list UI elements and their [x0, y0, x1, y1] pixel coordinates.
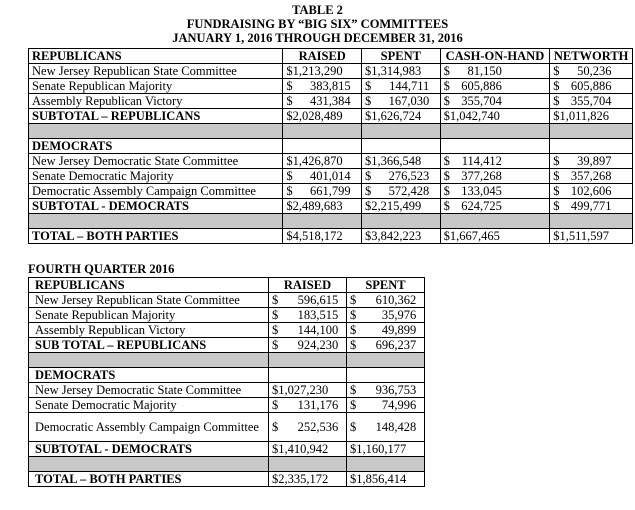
subtotal-row: SUBTOTAL - DEMOCRATS $1,410,942 $1,160,177	[29, 442, 425, 457]
total-row: TOTAL – BOTH PARTIES $2,335,172 $1,856,414	[29, 472, 425, 487]
committee-name: Assembly Republican Victory	[29, 94, 283, 109]
table-row	[29, 94, 633, 109]
subtotal-row: SUB TOTAL – REPUBLICANS $ 924,230 $ 696,237	[29, 338, 425, 353]
section-header-row: DEMOCRATS	[29, 368, 425, 383]
separator-row	[29, 457, 425, 472]
table-row: Democratic Assembly Campaign Committee $ 661,799 $ 572,428 $ 133,045 $ 102,606	[29, 184, 633, 199]
networth-cell: $ 605,886	[550, 79, 633, 94]
col-header-networth: NETWORTH	[550, 49, 633, 64]
fourth-quarter-title: FOURTH QUARTER 2016	[28, 262, 175, 276]
table-row: Senate Republican Majority $ 183,515 $ 35,976	[29, 308, 425, 323]
total-row: TOTAL – BOTH PARTIES $4,518,172 $3,842,223 $1,667,465 $1,511,597	[29, 229, 633, 244]
col-header-cash-on-hand: CASH-ON-HAND	[440, 49, 550, 64]
col-header-spent: SPENT	[362, 49, 441, 64]
section-header-row: DEMOCRATS	[29, 139, 633, 154]
separator-row	[29, 214, 633, 229]
table-row: New Jersey Democratic State Committee $1,426,870 $1,366,548 $ 114,412 $ 39,897	[29, 154, 633, 169]
document-title	[0, 3, 635, 45]
spent-cell: $1,314,983	[362, 64, 441, 79]
subtotal-row: SUBTOTAL - DEMOCRATS $2,489,683 $2,215,499 $ 624,725 $ 499,771	[29, 199, 633, 214]
table-row: New Jersey Democratic State Committee $1,027,230 $ 936,753	[29, 383, 425, 398]
header-row: REPUBLICANS RAISED SPENT	[29, 278, 425, 293]
table-row: Senate Democratic Majority $ 401,014 $ 276,523 $ 377,268 $ 357,268	[29, 169, 633, 184]
committee-name: Senate Democratic Majority	[29, 169, 283, 184]
committee-name: New Jersey Republican State Committee	[29, 64, 283, 79]
raised-cell: $ 383,815	[283, 79, 362, 94]
committee-name: New Jersey Democratic State Committee	[29, 154, 283, 169]
cash-cell: $ 605,886	[440, 79, 550, 94]
spent-cell: $ 144,711	[362, 79, 441, 94]
table-row: Senate Democratic Majority $ 131,176 $ 74,996	[29, 398, 425, 413]
fourth-quarter-table	[28, 277, 425, 487]
col-header-republicans: REPUBLICANS	[29, 49, 283, 64]
title-line-3: JANUARY 1, 2016 THROUGH DECEMBER 31, 2016	[172, 31, 463, 45]
title-line-1: TABLE 2	[292, 3, 343, 17]
raised-cell: $ 431,384	[283, 94, 362, 109]
committee-name: Senate Republican Majority	[29, 79, 283, 94]
spent-cell: $ 167,030	[362, 94, 441, 109]
table-row	[29, 64, 633, 79]
subtotal-row: SUBTOTAL – REPUBLICANS $2,028,489 $1,626,724 $1,042,740 $1,011,826	[29, 109, 633, 124]
title-line-2: FUNDRAISING BY “BIG SIX” COMMITTEES	[186, 17, 449, 31]
cash-cell: $ 81,150	[440, 64, 550, 79]
table-row: Assembly Republican Victory $ 144,100 $ 49,899	[29, 323, 425, 338]
raised-cell: $1,213,290	[283, 64, 362, 79]
annual-fundraising-table	[28, 48, 633, 244]
networth-cell: $ 355,704	[550, 94, 633, 109]
committee-name: Democratic Assembly Campaign Committee	[29, 184, 283, 199]
table-row	[29, 79, 633, 94]
table-row: New Jersey Republican State Committee $ 596,615 $ 610,362	[29, 293, 425, 308]
separator-row	[29, 124, 633, 139]
cash-cell: $ 355,704	[440, 94, 550, 109]
separator-row	[29, 353, 425, 368]
header-row	[29, 49, 633, 64]
col-header-raised: RAISED	[283, 49, 362, 64]
networth-cell: $ 50,236	[550, 64, 633, 79]
table-row: Democratic Assembly Campaign Committee $ 252,536 $ 148,428	[29, 413, 425, 442]
